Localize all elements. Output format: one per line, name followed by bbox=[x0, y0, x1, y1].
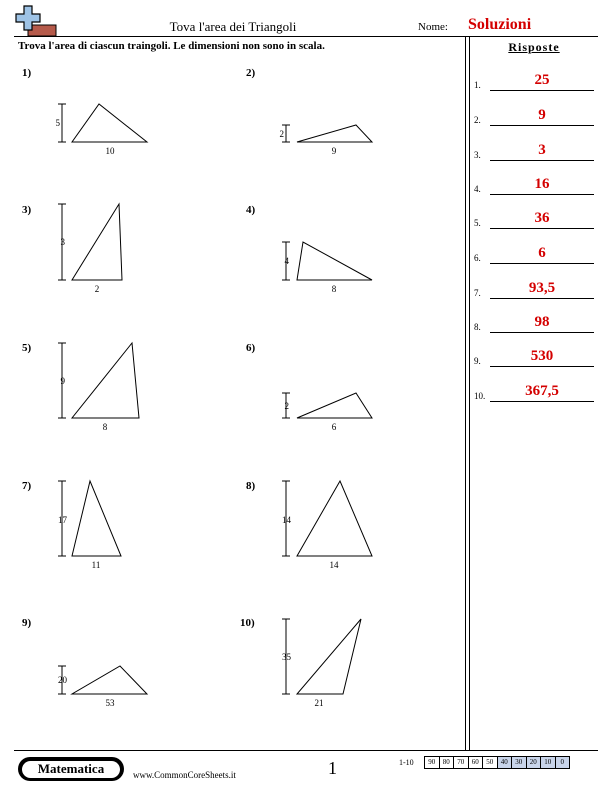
height-label: 3 bbox=[60, 237, 65, 247]
problem-label: 3) bbox=[22, 204, 32, 216]
answer-line bbox=[490, 160, 594, 161]
base-label: 9 bbox=[331, 146, 337, 156]
score-range-label: 1-10 bbox=[399, 758, 414, 767]
problem-label: 10) bbox=[240, 617, 255, 629]
name-label: Nome: bbox=[418, 21, 448, 33]
score-cell: 60 bbox=[469, 757, 484, 768]
height-label: 4 bbox=[284, 256, 289, 266]
answer-number: 10. bbox=[474, 391, 486, 401]
triangle-5 bbox=[58, 343, 139, 418]
answer-line bbox=[490, 125, 594, 126]
base-label: 6 bbox=[331, 422, 337, 432]
answer-line bbox=[490, 194, 594, 195]
score-cell: 10 bbox=[541, 757, 556, 768]
score-cell: 80 bbox=[440, 757, 455, 768]
answer-line bbox=[490, 366, 594, 367]
triangle-7 bbox=[58, 481, 121, 556]
score-cell: 40 bbox=[498, 757, 513, 768]
answer-line bbox=[490, 90, 594, 91]
answer-number: 4. bbox=[474, 184, 481, 194]
answer-number: 3. bbox=[474, 150, 481, 160]
triangle-9 bbox=[58, 666, 147, 694]
answer-value: 93,5 bbox=[528, 280, 556, 296]
answer-value: 3 bbox=[538, 142, 546, 158]
height-label: 9 bbox=[60, 376, 65, 386]
instructions: Trova l'area di ciascun traingoli. Le dimensioni non sono in scala. bbox=[18, 40, 325, 52]
height-label: 17 bbox=[58, 515, 67, 525]
score-cell: 20 bbox=[527, 757, 542, 768]
problem-label: 2) bbox=[246, 67, 256, 79]
answer-value: 530 bbox=[530, 348, 554, 364]
subject-badge-label: Matematica bbox=[22, 761, 120, 778]
answer-value: 16 bbox=[534, 176, 550, 192]
column-divider-right bbox=[469, 37, 470, 750]
score-cell: 0 bbox=[556, 757, 570, 768]
base-label: 53 bbox=[105, 698, 115, 708]
base-label: 2 bbox=[94, 284, 100, 294]
answer-value: 9 bbox=[538, 107, 546, 123]
height-label: 14 bbox=[282, 515, 291, 525]
score-table bbox=[424, 756, 570, 769]
triangle-4 bbox=[282, 242, 372, 280]
base-label: 8 bbox=[102, 422, 108, 432]
answer-number: 1. bbox=[474, 80, 481, 90]
triangle-10 bbox=[282, 619, 361, 694]
score-cell: 30 bbox=[512, 757, 527, 768]
base-label: 11 bbox=[91, 560, 101, 570]
answer-number: 5. bbox=[474, 218, 481, 228]
problem-label: 7) bbox=[22, 480, 32, 492]
score-cell: 50 bbox=[483, 757, 498, 768]
problem-label: 8) bbox=[246, 480, 256, 492]
triangle-8 bbox=[282, 481, 372, 556]
answer-value: 6 bbox=[538, 245, 546, 261]
score-cell: 90 bbox=[425, 757, 440, 768]
answer-line bbox=[490, 228, 594, 229]
height-label: 20 bbox=[58, 675, 67, 685]
answer-number: 8. bbox=[474, 322, 481, 332]
triangle-1 bbox=[55, 104, 147, 142]
page-number: 1 bbox=[328, 758, 337, 778]
answer-number: 2. bbox=[474, 115, 481, 125]
problem-label: 9) bbox=[22, 617, 32, 629]
height-label: 5 bbox=[55, 118, 60, 128]
base-label: 21 bbox=[314, 698, 324, 708]
answer-line bbox=[490, 298, 594, 299]
footer-url: www.CommonCoreSheets.it bbox=[133, 770, 236, 780]
answer-value: 36 bbox=[534, 210, 550, 226]
base-label: 14 bbox=[329, 560, 339, 570]
triangle-6 bbox=[282, 393, 372, 418]
height-label: 35 bbox=[282, 652, 291, 662]
answer-number: 9. bbox=[474, 356, 481, 366]
name-value: Soluzioni bbox=[468, 16, 532, 33]
answer-value: 98 bbox=[534, 314, 550, 330]
problem-label: 1) bbox=[22, 67, 32, 79]
problem-label: 4) bbox=[246, 204, 256, 216]
answer-value: 367,5 bbox=[525, 383, 559, 399]
base-label: 10 bbox=[105, 146, 115, 156]
answer-line bbox=[490, 401, 594, 402]
answers-title: Risposte bbox=[508, 40, 560, 54]
score-cell: 70 bbox=[454, 757, 469, 768]
height-label: 2 bbox=[279, 129, 284, 139]
page-title: Tova l'area dei Triangoli bbox=[169, 19, 297, 34]
answer-value: 25 bbox=[534, 72, 550, 88]
base-label: 8 bbox=[331, 284, 337, 294]
answer-line bbox=[490, 263, 594, 264]
footer-divider bbox=[14, 750, 598, 751]
answer-line bbox=[490, 332, 594, 333]
problem-label: 6) bbox=[246, 342, 256, 354]
answer-number: 6. bbox=[474, 253, 481, 263]
subject-badge bbox=[18, 757, 124, 781]
height-label: 2 bbox=[284, 401, 289, 411]
answer-number: 7. bbox=[474, 288, 481, 298]
triangle-2 bbox=[279, 125, 372, 142]
triangle-3 bbox=[58, 204, 122, 280]
problem-label: 5) bbox=[22, 342, 32, 354]
